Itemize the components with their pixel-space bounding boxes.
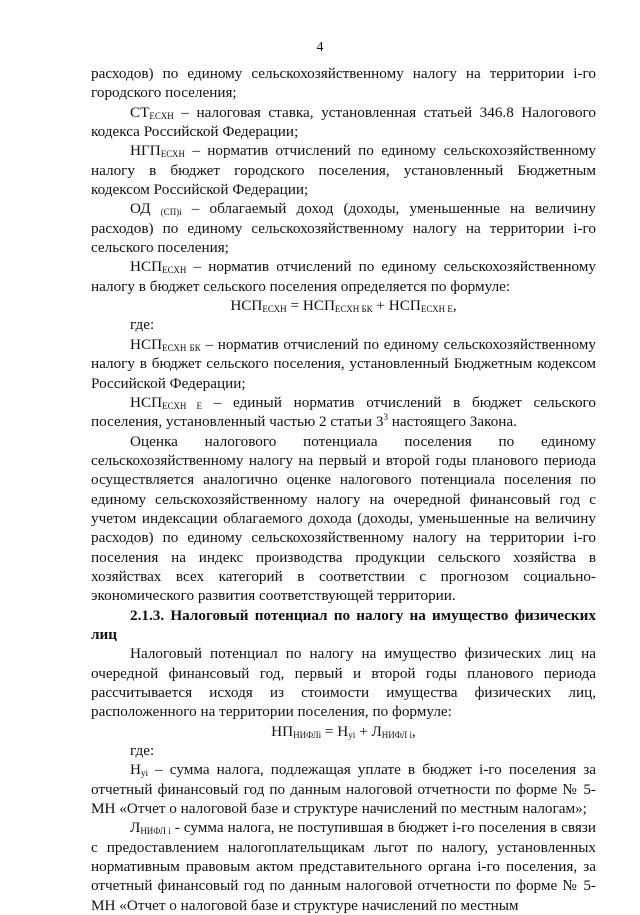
- paragraph: [91, 432, 596, 606]
- paragraph: [91, 741, 596, 760]
- text-run: ,: [412, 722, 416, 740]
- text-run: НСП: [130, 258, 163, 276]
- text-run: НСП: [130, 393, 163, 411]
- subscript: НИФЛi: [293, 729, 322, 740]
- paragraph: [91, 393, 596, 432]
- subscript: уi: [348, 729, 356, 740]
- text-run: – облагаемый доход (доходы, уменьшенные на величину расходов) по единому сельскохозяйственному налогу на территории i-го сельского поселения;: [91, 200, 596, 257]
- text-run: 2.1.3. Налоговый потенциал по налогу на имущество физических лиц: [91, 606, 596, 643]
- text-run: ОД: [130, 200, 161, 218]
- text-run: – норматив отчислений по единому сельскохозяйственному налогу в бюджет сельского поселения определяется по формуле:: [91, 258, 596, 295]
- paragraph: [91, 335, 596, 393]
- subscript: (СП)i: [160, 207, 182, 218]
- subscript: ЕСХН БК: [334, 304, 373, 315]
- text-run: НСП: [230, 297, 263, 315]
- document-body: [91, 64, 596, 915]
- text-run: + НСП: [372, 297, 421, 315]
- paragraph: [91, 103, 596, 142]
- text-run: Л: [130, 819, 141, 837]
- paragraph: [91, 315, 596, 334]
- text-run: Оценка налогового потенциала поселения по единому сельскохозяйственному налогу на первый и второй годы планового периода осуществляется аналогично оценке налогового потенциала поселения по единому сельскохозяйственному налогу на очередной финансовый год с учетом индексации облагаемого дохода (доходы, уменьшенные на величину расходов) по единому сельскохозяйственному налогу на территории i-го поселения на индекс производства продукции сельского хозяйства в хозяйствах всех категорий в соответствии с прогнозом социально-экономического развития соответствующей территории.: [91, 432, 596, 605]
- text-run: где:: [130, 316, 155, 334]
- text-run: СТ: [130, 103, 150, 121]
- paragraph: [91, 257, 596, 296]
- text-run: НГП: [130, 142, 161, 160]
- formula: [91, 722, 596, 741]
- paragraph-continuation: [91, 64, 596, 103]
- formula: [91, 296, 596, 315]
- text-run: – норматив отчислений по единому сельскохозяйственному налогу в бюджет городского поселения, установленный Бюджетным кодексом Российской Федерации;: [91, 142, 596, 199]
- text-run: где:: [130, 742, 155, 760]
- subscript: НИФЛ i: [140, 826, 171, 837]
- subscript: ЕСХН Е: [420, 304, 453, 315]
- section-heading: [91, 606, 596, 645]
- text-run: – налоговая ставка, установленная статьей 346.8 Налогового кодекса Российской Федерации;: [91, 103, 596, 141]
- subscript: уi: [140, 768, 148, 779]
- text-run: Налоговый потенциал по налогу на имущество физических лиц на очередной финансовый год, первый и второй годы планового периода рассчитывается исходя из стоимости имущества физических лиц, расположенного на территории поселения, по формуле:: [91, 645, 596, 721]
- paragraph: [91, 141, 596, 199]
- subscript: ЕСХН: [160, 149, 185, 160]
- paragraph: [91, 760, 596, 818]
- text-run: - сумма налога, не поступившая в бюджет i-го поселения в связи с предоставлением налогоплательщикам льгот по налогу, установленных нормативным правовым актом представительного органа i-го поселения, за отчетный финансовый год по данным налоговой отчетности по форме № 5-МН «Отчет о налоговой базе и структуре начислений по местным: [91, 819, 596, 914]
- text-run: НСП: [130, 335, 163, 353]
- superscript: 3: [383, 412, 388, 423]
- text-run: = Н: [321, 722, 349, 740]
- subscript: ЕСХН: [149, 110, 174, 121]
- text-run: НП: [271, 722, 294, 740]
- text-run: – норматив отчислений по единому сельскохозяйственному налогу в бюджет сельского поселения, установленный Бюджетным кодексом Российской Федерации;: [91, 335, 596, 392]
- text-run: – единый норматив отчислений в бюджет сельского поселения, установленный частью 2 статьи 3: [91, 393, 596, 431]
- text-run: Н: [130, 761, 141, 779]
- text-run: – сумма налога, подлежащая уплате в бюджет i-го поселения за отчетный финансовый год по данным налоговой отчетности по форме № 5-МН «Отчет о налоговой базе и структуре начислений по местным налогам»;: [91, 761, 596, 818]
- text-run: + Л: [355, 722, 382, 740]
- text-run: ,: [452, 297, 457, 315]
- subscript: ЕСХН: [162, 265, 187, 276]
- paragraph: [91, 199, 596, 257]
- text-run: расходов) по единому сельскохозяйственному налогу на территории i-го городского поселения;: [91, 65, 596, 102]
- page-number: 4: [316, 40, 324, 55]
- paragraph: [91, 818, 596, 915]
- subscript: НИФЛ i: [381, 729, 413, 740]
- text-run: = НСП: [286, 297, 335, 315]
- text-run: настоящего Закона.: [387, 413, 517, 431]
- subscript: ЕСХН: [262, 304, 287, 315]
- subscript: ЕСХН БК: [162, 342, 201, 353]
- paragraph: [91, 644, 596, 721]
- subscript: ЕСХН Е: [162, 400, 203, 411]
